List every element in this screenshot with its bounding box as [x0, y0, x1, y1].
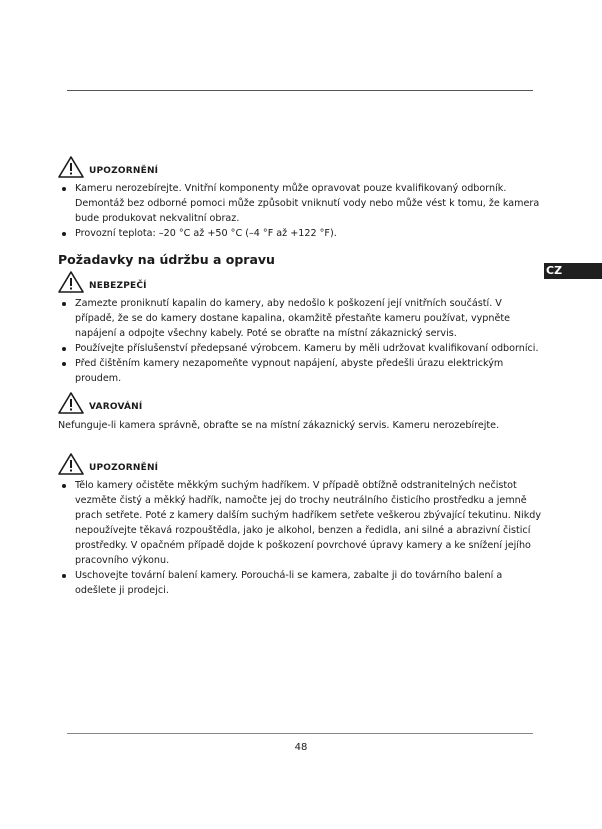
list-item: Kameru nerozebírejte. Vnitřní komponenty může opravovat pouze kvalifikovaný odborník. Demontáž bez odborné pomoci může způsobit vniknutí vody nebo může vést k tomu, že kamera bude produkovat nekvalitní obraz.	[58, 181, 542, 226]
warning-triangle-icon	[58, 271, 84, 293]
danger-list	[58, 296, 542, 386]
caution-title: UPOZORNĚNÍ	[89, 463, 159, 473]
caution-title: UPOZORNĚNÍ	[89, 166, 159, 176]
language-tab: CZ	[544, 263, 602, 279]
warning-heading	[58, 394, 542, 414]
caution-heading-1	[58, 158, 542, 178]
caution-notice-2	[58, 455, 542, 598]
caution-heading-2	[58, 455, 542, 475]
list-item: Používejte příslušenství předepsané výrobcem. Kameru by měli udržovat kvalifikovaní odborníci.	[58, 341, 542, 356]
danger-notice	[58, 273, 542, 386]
warning-text: Nefunguje-li kamera správně, obraťte se na místní zákaznický servis. Kameru nerozebírejte.	[58, 420, 500, 431]
header-rule	[67, 90, 533, 91]
list-item: Před čištěním kamery nezapomeňte vypnout napájení, abyste předešli úrazu elektrickým proudem.	[58, 356, 542, 386]
footer-rule	[67, 733, 533, 734]
warning-triangle-icon	[58, 453, 84, 475]
caution-notice-1	[58, 158, 542, 241]
danger-title: NEBEZPEČÍ	[89, 281, 147, 291]
list-item: Zamezte proniknutí kapalin do kamery, aby nedošlo k poškození její vnitřních součástí. V případě, že se do kamery dostane kapalina, okamžitě přestaňte kameru používat, vypněte napájení a odpojte všechny kabely. Poté se obraťte na místní zákaznický servis.	[58, 296, 542, 341]
page-number: 48	[294, 742, 308, 753]
caution-list-2	[58, 478, 542, 598]
list-item: Tělo kamery očistěte měkkým suchým hadříkem. V případě obtížně odstranitelných nečistot vezměte čistý a měkký hadřík, namočte jej do trochy neutrálního čisticího prostředku a jemně prach setřete. Poté z kamery dalším suchým hadříkem setřete veškerou zbývající tekutinu. Nikdy nepoužívejte těkavá rozpouštědla, jako je alkohol, benzen a ředidla, ani silné a abrazivní čisticí prostředky. V opačném případě dojde k poškození povrchové úpravy kamery a ke snížení jejího pracovního výkonu.	[58, 478, 542, 568]
danger-heading	[58, 273, 542, 293]
page-content	[58, 158, 542, 598]
warning-triangle-icon	[58, 392, 84, 414]
warning-notice	[58, 394, 542, 433]
caution-list-1	[58, 181, 542, 241]
list-item: Provozní teplota: –20 °C až +50 °C (–4 °F až +122 °F).	[58, 226, 542, 241]
list-item: Uschovejte tovární balení kamery. Porouchá-li se kamera, zabalte ji do továrního balení a odešlete ji prodejci.	[58, 568, 542, 598]
warning-title: VAROVÁNÍ	[89, 402, 143, 412]
section-heading: Požadavky na údržbu a opravu	[58, 252, 275, 267]
warning-triangle-icon	[58, 156, 84, 178]
